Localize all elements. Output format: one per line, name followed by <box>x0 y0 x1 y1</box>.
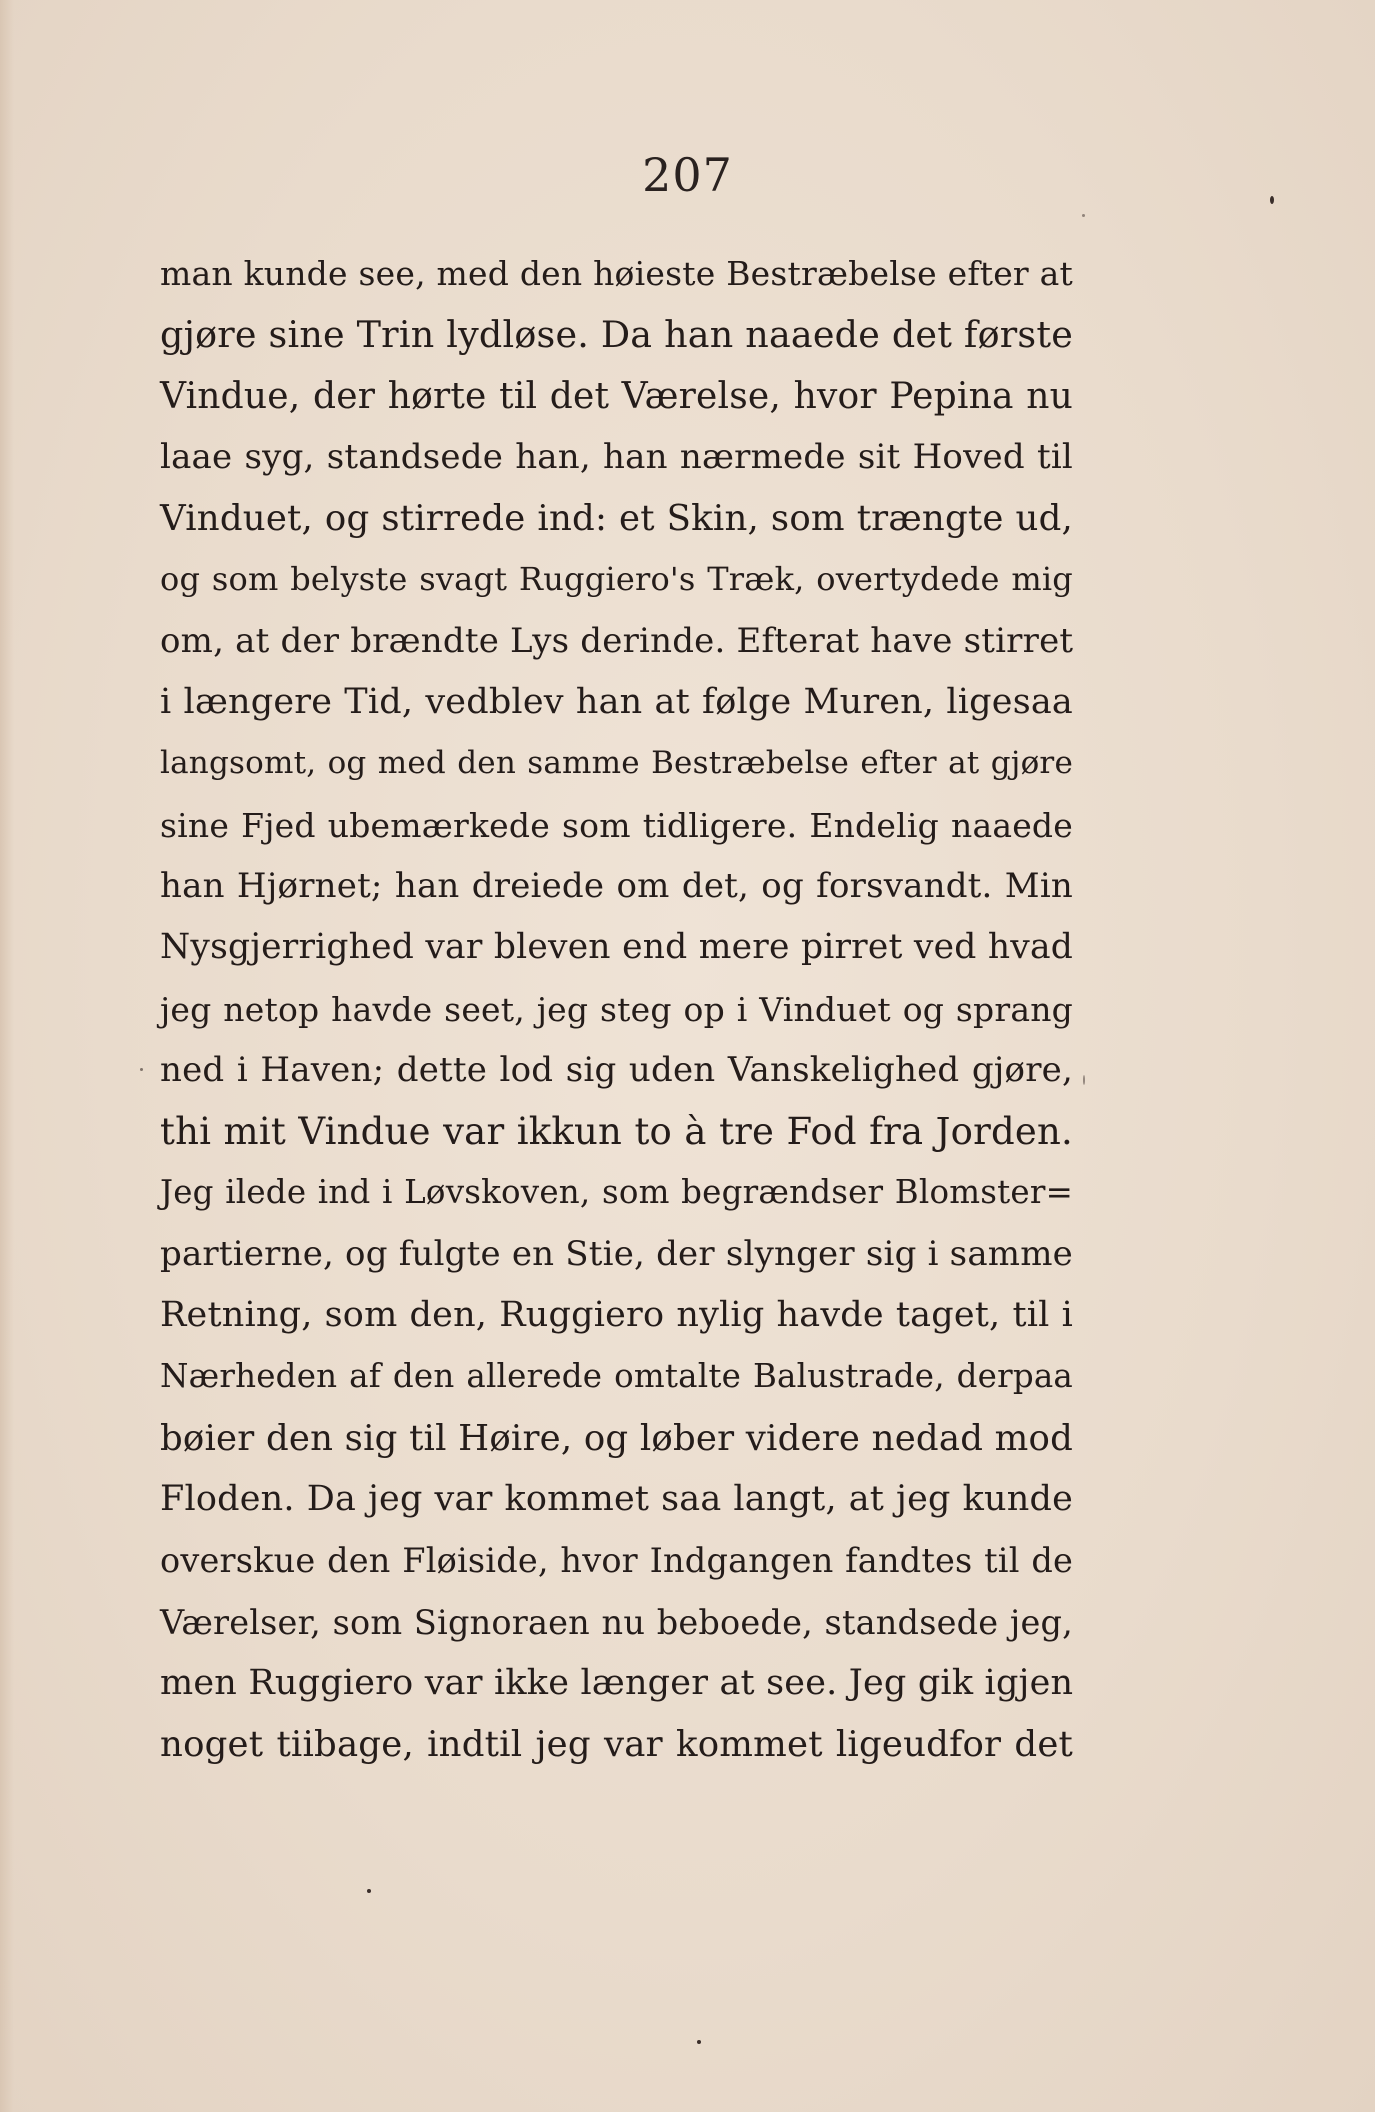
text-line: gjøre sine Trin lydløse. Da han naaede det første <box>160 313 1074 357</box>
text-line: om, at der brændte Lys derinde. Efterat have stirret <box>160 620 1074 661</box>
text-line: Værelser, som Signoraen nu beboede, standsede jeg, <box>160 1602 1073 1642</box>
text-line: han Hjørnet; han dreiede om det, og forsvandt. Min <box>160 865 1073 906</box>
text-line: partierne, og fulgte en Stie, der slynger sig i samme <box>160 1233 1073 1274</box>
paper-speck <box>140 1068 143 1071</box>
body-text <box>160 243 1073 1775</box>
page-edge-shadow <box>0 0 14 2112</box>
text-line: Floden. Da jeg var kommet saa langt, at jeg kunde <box>160 1478 1073 1519</box>
paper-speck <box>697 2040 701 2044</box>
text-line: overskue den Fløiside, hvor Indgangen fandtes til de <box>160 1541 1073 1581</box>
text-line: i længere Tid, vedblev han at følge Muren, ligesaa <box>160 682 1073 723</box>
text-line: jeg netop havde seet, jeg steg op i Vinduet og sprang <box>160 989 1073 1029</box>
text-line: Retning, som den, Ruggiero nylig havde taget, til i <box>160 1295 1073 1336</box>
text-line: noget tiibage, indtil jeg var kommet ligeudfor det <box>160 1724 1073 1766</box>
paper-speck <box>1082 214 1085 217</box>
text-line: sine Fjed ubemærkede som tidligere. Endelig naaede <box>160 805 1073 845</box>
text-line: thi mit Vindue var ikkun to à tre Fod fra Jorden. <box>160 1110 1073 1154</box>
text-line: og som belyste svagt Ruggiero's Træk, overtydede mig <box>160 560 1073 599</box>
text-line: man kunde see, med den høieste Bestræbelse efter at <box>160 254 1073 293</box>
text-line: Nysgjerrighed var bleven end mere pirret ved hvad <box>160 927 1073 968</box>
text-line: Vinduet, og stirrede ind: et Skin, som trængte ud, <box>160 498 1073 540</box>
text-line: Vindue, der hørte til det Værelse, hvor Pepina nu <box>160 375 1073 417</box>
paper-speck <box>1083 1075 1085 1085</box>
paper-speck <box>367 1889 371 1893</box>
page-number: 207 <box>642 148 733 202</box>
text-line: laae syg, standsede han, han nærmede sit Hoved til <box>160 436 1073 477</box>
text-line: Jeg ilede ind i Løvskoven, som begrændser Blomster= <box>160 1173 1073 1212</box>
text-line: ned i Haven; dette lod sig uden Vanskelighed gjøre, <box>160 1049 1073 1090</box>
text-line: Nærheden af den allerede omtalte Balustrade, derpaa <box>160 1357 1073 1396</box>
text-line: bøier den sig til Høire, og løber videre nedad mod <box>160 1417 1073 1459</box>
text-line: langsomt, og med den samme Bestræbelse efter at gjøre <box>160 745 1073 782</box>
text-line: men Ruggiero var ikke længer at see. Jeg gik igjen <box>160 1662 1074 1703</box>
paper-speck <box>1270 196 1274 204</box>
